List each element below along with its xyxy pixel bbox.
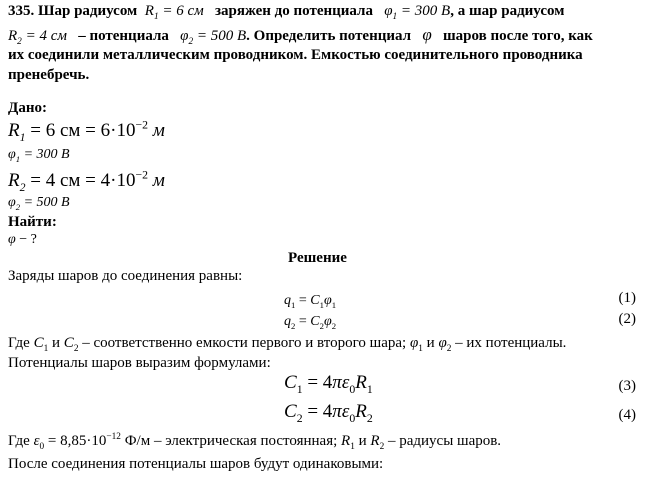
solution-p1: Заряды шаров до соединения равны: [8, 268, 243, 284]
find-item: φ − ? [8, 232, 37, 247]
given-heading: Дано: [8, 100, 47, 116]
problem-line-3: пренебречь. [8, 67, 90, 83]
solution-heading: Решение [288, 250, 347, 266]
find-heading: Найти: [8, 214, 57, 230]
equation-1: $q_1 = C_1\varphi_1$ [284, 293, 337, 310]
solution-p5: После соединения потенциалы шаров будут одинаковыми: [8, 456, 384, 472]
given-phi1: $\varphi_1 = 300$ В [8, 147, 70, 164]
problem-number: 335. [8, 3, 35, 19]
problem-line-2: их соединили металлическим проводником. Емкостью соединительного проводника [8, 47, 583, 63]
equation-2: $q_2 = C_2\varphi_2$ [284, 314, 337, 331]
equation-4-number: (4) [618, 407, 636, 423]
solution-p4: Где $\varepsilon_0 = 8,85\cdot 10^{-12}$ Ф/м – электрическая постоянная; $R_1$ и $R_2$ – радиусы шаров. [8, 432, 502, 452]
equation-4: $C_2 = 4\pi\varepsilon_0R_2$ [284, 401, 373, 425]
given-r1: $R_1 = 6$ см = $6\cdot 10^{-2}$ м [8, 118, 165, 144]
equation-1-number: (1) [618, 290, 636, 306]
solution-p3: Потенциалы шаров выразим формулами: [8, 355, 271, 371]
equation-3: $C_1 = 4\pi\varepsilon_0R_1$ [284, 372, 373, 396]
given-r2: $R_2 = 4$ см = $4\cdot 10^{-2}$ м [8, 168, 165, 194]
problem-line-1: 335. Шар радиусом $R_1 = 6$ см заряжен до потенциала $\varphi_1 = 300$ В, а шар радиусом [8, 3, 565, 22]
solution-p2: Где $C_1$ и $C_2$ – соответственно емкости первого и второго шара; $\varphi_1$ и $\varphi_2$ – их потенциалы. [8, 335, 567, 354]
equation-3-number: (3) [618, 378, 636, 394]
given-phi2: $\varphi_2 = 500$ В [8, 195, 70, 212]
problem-line-1b: $R_2 = 4$ см – потенциала $\varphi_2 = 500$ В. Определить потенциал φ шаров после того, как [8, 25, 593, 47]
equation-2-number: (2) [618, 311, 636, 327]
